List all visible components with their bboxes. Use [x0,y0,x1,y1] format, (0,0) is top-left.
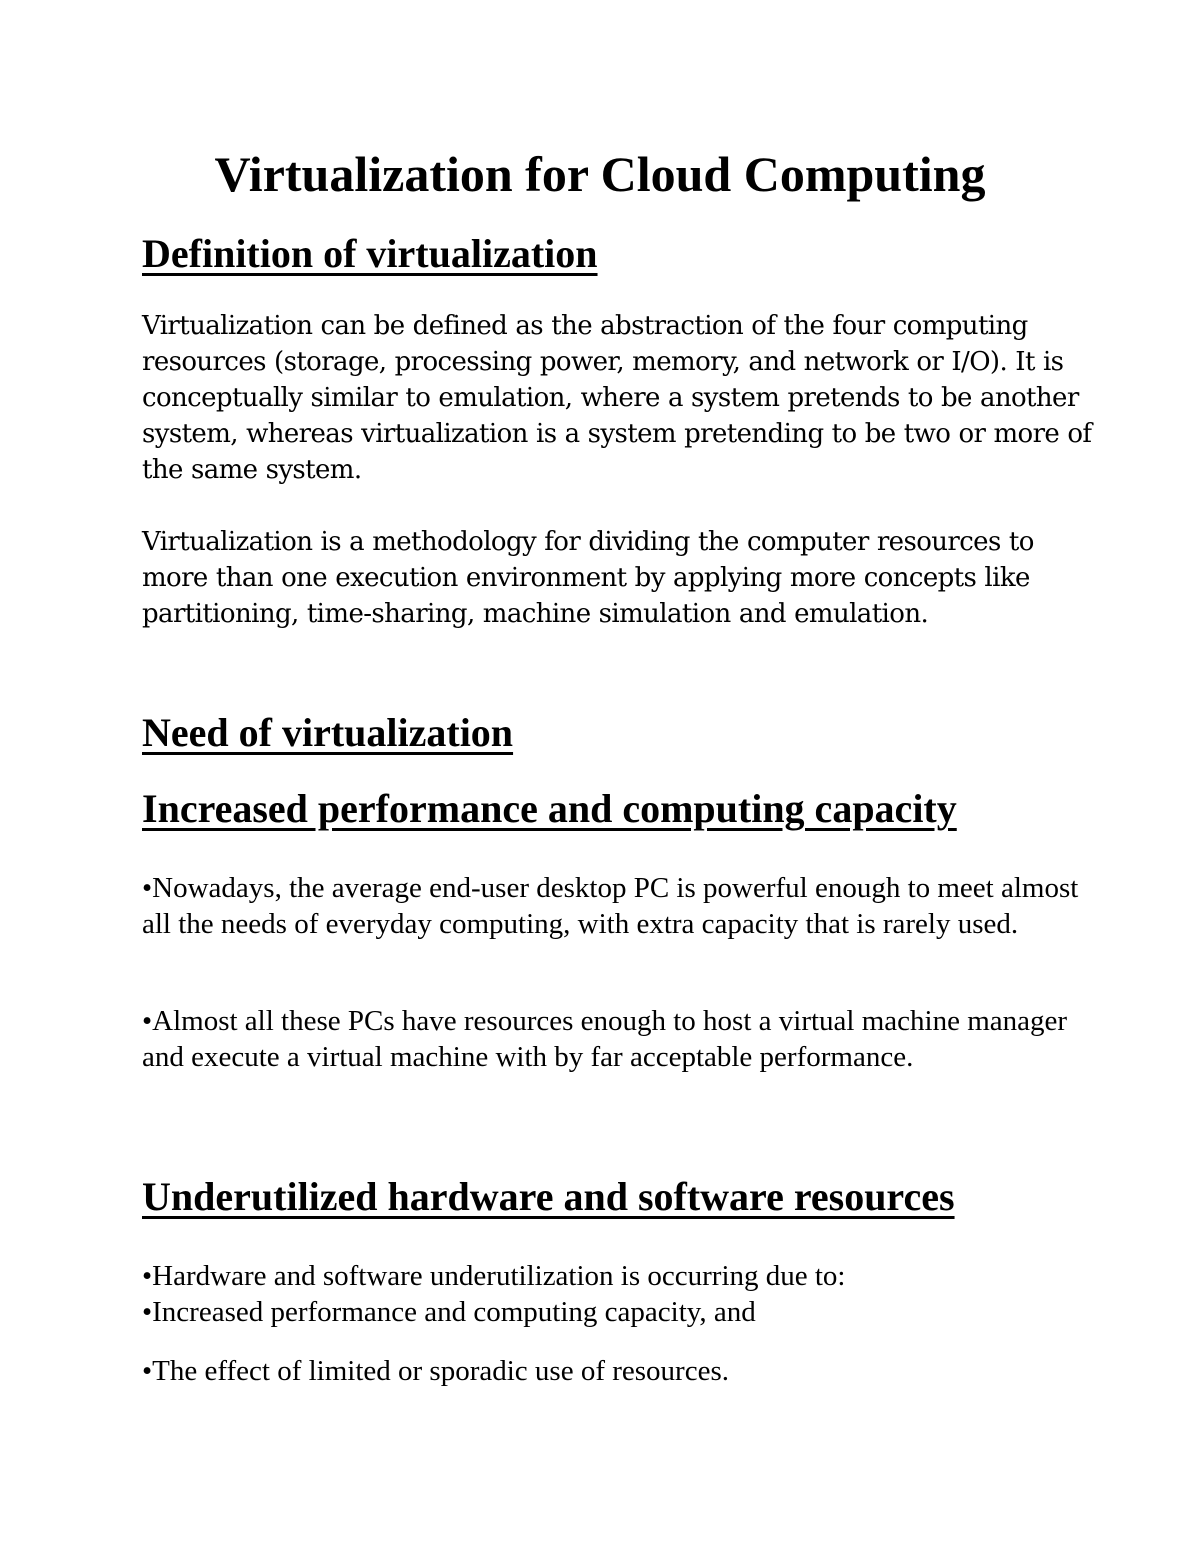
bullet-item: •Almost all these PCs have resources enough to host a virtual machine manager and execute a virtual machine with by far acceptable performance. [142,1005,1068,1073]
heading-underutilized-resources: Underutilized hardware and software resources [142,1174,955,1219]
heading-need-of-virtualization: Need of virtualization [142,710,514,755]
bullet-item: •Nowadays, the average end-user desktop PC is powerful enough to meet almost all the needs of everyday computing, with extra capacity that is rarely used. [142,872,1079,940]
heading-increased-performance: Increased performance and computing capacity [142,786,957,831]
paragraph-definition-2: Virtualization is a methodology for dividing the computer resources to more than one execution environment by applying more concepts like partitioning, time-sharing, machine simulation and emulation. [142,527,1034,629]
bullet-item: •Hardware and software underutilization is occurring due to: [142,1260,846,1292]
bullet-item: •Increased performance and computing capacity, and [142,1296,756,1328]
heading-definition-of-virtualization: Definition of virtualization [142,231,598,276]
paragraph-definition-1: Virtualization can be defined as the abstraction of the four computing resources (storage, processing power, memory, and network or I/O). It is conceptually similar to emulation, where a system pretends to be another system, whereas virtualization is a system pretending to be two or more of the same system. [142,311,1092,485]
document-title: Virtualization for Cloud Computing [214,146,986,202]
bullet-item: •The effect of limited or sporadic use of resources. [142,1355,729,1387]
